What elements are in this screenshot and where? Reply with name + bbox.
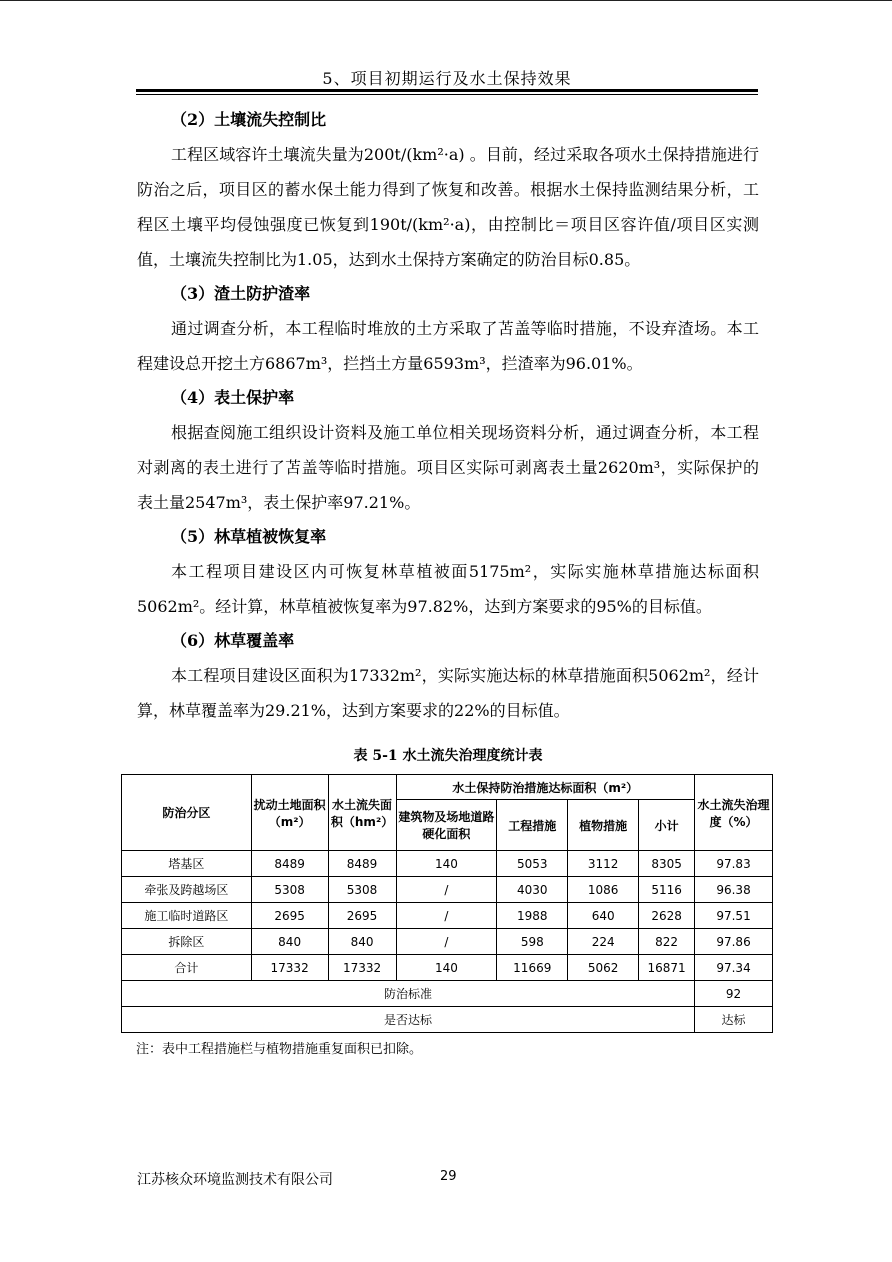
table-cell: 8489 xyxy=(251,851,328,877)
table-cell: 224 xyxy=(568,929,639,955)
table-caption: 表 5-1 水土流失治理度统计表 xyxy=(353,748,543,764)
section-paragraph: 根据查阅施工组织设计资料及施工单位相关现场资料分析，通过调查分析，本工程对剥离的表土进行了苫盖等临时措施。项目区实际可剥离表土量2620m³，实际保护的表土量2547m³，表土保护率97.21%。 xyxy=(137,423,759,512)
table-cell: 17332 xyxy=(251,955,328,981)
table-cell: 3112 xyxy=(568,851,639,877)
table-cell: 2628 xyxy=(639,903,695,929)
table-cell: 822 xyxy=(639,929,695,955)
header-rule-thick xyxy=(136,89,758,92)
page-number: 29 xyxy=(440,1169,457,1184)
section-heading: （4）表土保护率 xyxy=(171,388,295,407)
table-note: 注：表中工程措施栏与植物措施重复面积已扣除。 xyxy=(136,1042,423,1057)
page-content xyxy=(136,103,770,1057)
table-cell: 140 xyxy=(396,851,497,877)
section-paragraph: 工程区域容许土壤流失量为200t/(km²·a) 。目前，经过采取各项水土保持措施进行防治之后，项目区的蓄水保土能力得到了恢复和改善。根据水土保持监测结果分析，工程区土壤平均侵蚀强度已恢复到190t/(km²·a)，由控制比＝项目区容许值/项目区实测值，土壤流失控制比为1.05，达到水土保持方案确定的防治目标0.85。 xyxy=(137,145,759,269)
table-row xyxy=(122,955,773,981)
section-paragraph: 通过调查分析，本工程临时堆放的土方采取了苫盖等临时措施，不设弃渣场。本工程建设总开挖土方6867m³，拦挡土方量6593m³，拦渣率为96.01%。 xyxy=(137,319,759,373)
table-cell: 840 xyxy=(328,929,396,955)
table-row xyxy=(122,877,773,903)
table-cell: 4030 xyxy=(497,877,568,903)
reached-value: 达标 xyxy=(695,1007,773,1033)
table-cell: 5308 xyxy=(251,877,328,903)
table-cell: 2695 xyxy=(328,903,396,929)
col-header-engineering: 工程措施 xyxy=(497,800,568,851)
col-header-subtotal: 小计 xyxy=(639,800,695,851)
table-cell: 17332 xyxy=(328,955,396,981)
table-cell: 塔基区 xyxy=(122,851,252,877)
col-header-control-degree: 水土流失治理度（%） xyxy=(695,775,773,851)
header-rule-thin xyxy=(136,94,758,95)
table-cell: 拆除区 xyxy=(122,929,252,955)
erosion-control-table xyxy=(121,774,773,1033)
table-cell: / xyxy=(396,903,497,929)
col-header-plant: 植物措施 xyxy=(568,800,639,851)
table-cell: 11669 xyxy=(497,955,568,981)
table-cell: 97.34 xyxy=(695,955,773,981)
table-cell: 合计 xyxy=(122,955,252,981)
table-cell: 8305 xyxy=(639,851,695,877)
section-heading: （6）林草覆盖率 xyxy=(171,631,295,650)
table-cell: 97.86 xyxy=(695,929,773,955)
table-row xyxy=(122,851,773,877)
table-cell: 97.83 xyxy=(695,851,773,877)
table-cell: 8489 xyxy=(328,851,396,877)
table-cell: 640 xyxy=(568,903,639,929)
table-cell: 5062 xyxy=(568,955,639,981)
table-body xyxy=(122,851,773,981)
col-header-disturb-area: 扰动土地面积（m²） xyxy=(251,775,328,851)
table-cell: 97.51 xyxy=(695,903,773,929)
section-heading: （5）林草植被恢复率 xyxy=(171,527,327,546)
col-header-measures-group: 水土保持防治措施达标面积（m²） xyxy=(396,775,695,800)
col-header-zone: 防治分区 xyxy=(122,775,252,851)
table-cell: 5053 xyxy=(497,851,568,877)
table-cell: 840 xyxy=(251,929,328,955)
table-cell: 1086 xyxy=(568,877,639,903)
table-row xyxy=(122,929,773,955)
footer-company: 江苏核众环境监测技术有限公司 xyxy=(137,1172,333,1188)
table-row xyxy=(122,903,773,929)
standard-value: 92 xyxy=(695,981,773,1007)
table-cell: 96.38 xyxy=(695,877,773,903)
col-header-loss-area: 水土流失面积（hm²） xyxy=(328,775,396,851)
table-cell: 140 xyxy=(396,955,497,981)
page-header: 5、项目初期运行及水土保持效果 xyxy=(322,69,572,88)
top-border-line xyxy=(0,0,892,1)
standard-label: 防治标准 xyxy=(122,981,695,1007)
table-cell: 5308 xyxy=(328,877,396,903)
table-cell: / xyxy=(396,877,497,903)
reached-label: 是否达标 xyxy=(122,1007,695,1033)
table-cell: / xyxy=(396,929,497,955)
col-header-building: 建筑物及场地道路硬化面积 xyxy=(396,800,497,851)
table-cell: 2695 xyxy=(251,903,328,929)
section-paragraph: 本工程项目建设区面积为17332m²，实际实施达标的林草措施面积5062m²，经计算，林草覆盖率为29.21%，达到方案要求的22%的目标值。 xyxy=(137,666,759,720)
table-cell: 16871 xyxy=(639,955,695,981)
table-cell: 牵张及跨越场区 xyxy=(122,877,252,903)
table-cell: 598 xyxy=(497,929,568,955)
table-cell: 1988 xyxy=(497,903,568,929)
section-heading: （2）土壤流失控制比 xyxy=(171,110,327,129)
table-cell: 5116 xyxy=(639,877,695,903)
table-cell: 施工临时道路区 xyxy=(122,903,252,929)
section-paragraph: 本工程项目建设区内可恢复林草植被面5175m²，实际实施林草措施达标面积5062m²。经计算，林草植被恢复率为97.82%，达到方案要求的95%的目标值。 xyxy=(137,562,759,616)
section-heading: （3）渣土防护渣率 xyxy=(171,284,311,303)
